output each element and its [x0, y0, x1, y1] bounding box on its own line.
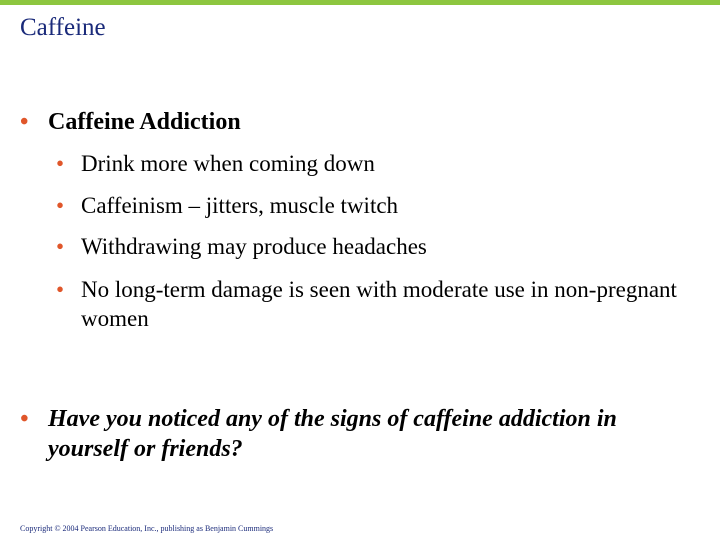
slide-title: Caffeine [20, 14, 106, 41]
bullet-dot: • [56, 193, 65, 218]
sub-bullet-text: Drink more when coming down [81, 151, 375, 176]
question-text: Have you noticed any of the signs of caffeine addiction in yourself or friends? [48, 406, 617, 462]
bullet-dot: • [56, 151, 65, 176]
main-bullet [20, 107, 700, 137]
sub-bullet-text: Caffeinism – jitters, muscle twitch [81, 193, 399, 218]
question-bullet [20, 404, 700, 464]
sub-bullet-3 [56, 232, 696, 261]
sub-bullet-1 [56, 149, 696, 178]
sub-bullet-2 [56, 191, 696, 220]
sub-bullet-4 [56, 275, 696, 333]
main-bullet-text: Caffeine Addiction [48, 109, 241, 135]
bullet-dot: • [56, 277, 65, 302]
copyright-footer: Copyright © 2004 Pearson Education, Inc., publishing as Benjamin Cummings [20, 524, 274, 533]
bullet-dot: • [56, 234, 65, 259]
top-accent-bar [0, 0, 720, 5]
bullet-dot: • [20, 406, 29, 432]
sub-bullet-text: No long-term damage is seen with moderate use in non-pregnant women [81, 277, 677, 331]
bullet-dot: • [20, 109, 29, 135]
sub-bullet-text: Withdrawing may produce headaches [81, 234, 427, 259]
